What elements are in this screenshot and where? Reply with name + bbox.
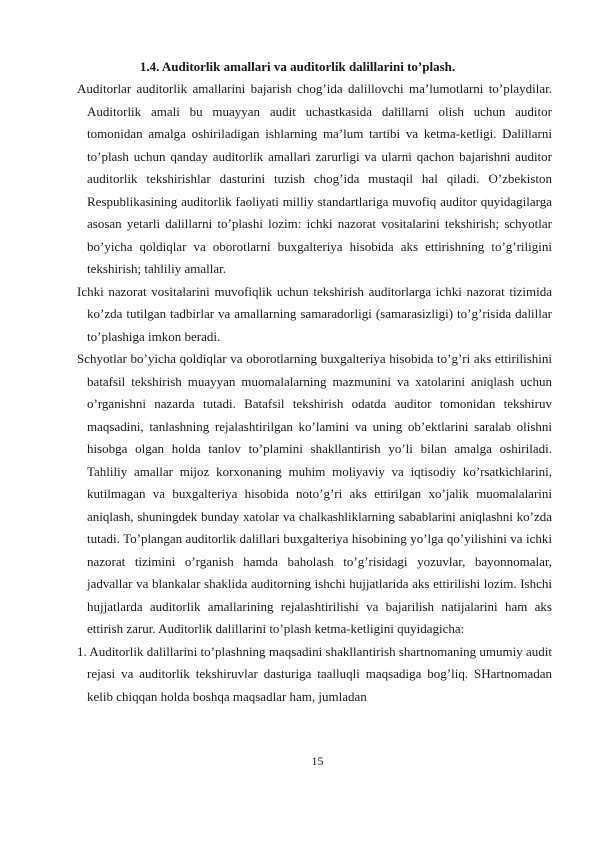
page-number: 15 bbox=[311, 754, 324, 768]
paragraph-accounts-verification: Schyotlar bo’yicha qoldiqlar va oborotlarning buxgalteriya hisobida to’g’ri aks ettirilishini batafsil tekshirish muayyan muomalalarning mazmunini va xatolarini aniqlash uchun o’rganishni nazarda tutadi. Batafsil tekshirish odatda auditor tomonidan tekshiruv maqsadini, tanlashning rejalashtirilgan ko’lamini va uning ob’ektlarini saralab olishni hisobga olgan holda tanlov to’plamini shakllantirish yo’li bilan amalga oshiriladi. Tahliliy amallar mijoz korxonaning muhim moliyaviy va iqtisodiy ko’rsatkichlarini, kutilmagan va buxgalteriya hisobida noto’g’ri aks ettirilgan xo’jalik muomalalarini aniqlash, shuningdek bunday xatolar va chalkashliklarning sabablarini aniqlashni ko’zda tutadi. To’plangan auditorlik dalillari buxgalteriya hisobining yo’lga qo’yilishini va ichki nazorat tizimini o’rganish hamda baholash to’g’risidagi yozuvlar, bayonnomalar, jadvallar va blankalar shaklida auditorning ishchi hujjatlarida aks ettirilishi lozim. Ishchi hujjatlarda auditorlik amallarining rejalashtirilishi va bajarilish natijalarini ham aks ettirish zarur. Auditorlik dalillarini to’plash ketma-ketligini quyidagicha: bbox=[77, 351, 552, 636]
list-item-1: 1. Auditorlik dalillarini to’plashning maqsadini shakllantirish shartnomaning umumiy audit rejasi va auditorlik tekshiruvlar dasturiga taalluqli maqsadiga bog’liq. SHartnomadan kelib chiqqan holda boshqa maqsadlar ham, jumladan bbox=[77, 643, 552, 704]
section-title: 1.4. Auditorlik amallari va auditorlik dalillarini to’plash. bbox=[139, 59, 456, 74]
body-text bbox=[77, 78, 552, 708]
paragraph-internal-control: Ichki nazorat vositalarini muvofiqlik uchun tekshirish auditorlarga ichki nazorat tizimida ko’zda tutilgan tadbirlar va amallarning samaradorligi (samarasizligi) to’g’risida dalillar to’plashiga imkon beradi. bbox=[77, 283, 552, 344]
paragraph-audit-procedures: Auditorlar auditorlik amallarini bajarish chog’ida dalillovchi ma’lumotlarni to’playdilar. Auditorlik amali bu muayyan audit uchastkasida dalillarni olish uchun auditor tomonidan amalga oshiriladigan ishlarning ma’lum tartibi va ketma-ketligi. Dalillarni to’plash uchun qanday auditorlik amallari zarurligi va ularni qachon bajarishni auditor auditorlik tekshirishlar dasturini tuzish chog’ida mustaqil hal qiladi. O’zbekiston Respublikasining auditorlik faoliyati milliy standartlariga muvofiq auditor quyidagilarga asosan yetarli dalillarni to’plashi lozim: ichki nazorat vositalarini tekshirish; schyotlar bo’yicha qoldiqlar va oborotlarni buxgalteriya hisobida aks ettirishning to’g’riligini tekshirish; tahliliy amallar. bbox=[77, 81, 552, 276]
